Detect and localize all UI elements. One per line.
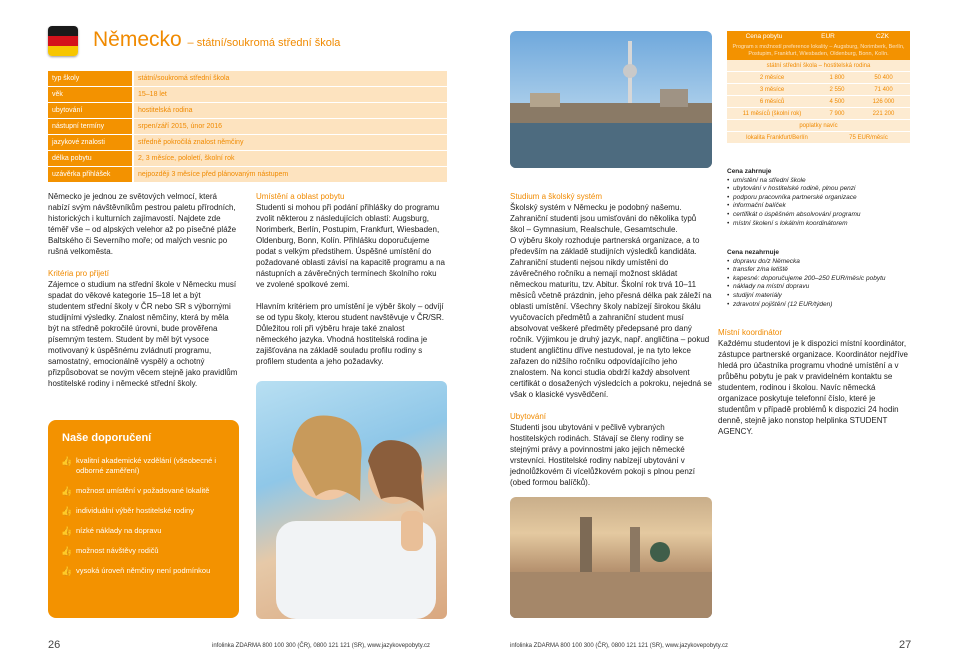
info-table — [48, 71, 447, 183]
info-row: ubytování hostitelská rodina — [48, 103, 447, 119]
column-2 — [256, 191, 447, 367]
criteria-heading: Kritéria pro přijetí — [48, 269, 109, 278]
munich-photo — [510, 497, 712, 618]
list-item: • zdravotní pojištění (12 EUR/týden) — [727, 301, 917, 310]
recommendation-item: 👍 individuální výběr hostitelské rodiny — [61, 506, 194, 516]
fees-label: poplatky navíc — [727, 120, 910, 132]
info-row: uzávěrka přihlášek nejpozději 3 měsíce před plánovaným nástupem — [48, 167, 447, 183]
coordinator-paragraph: Každému studentovi je k dispozici místní koordinátor, zástupce partnerské organizace. Koordinátor nejdříve hledá pro účastníka programu vhodné umístění a v průběhu pobytu je pak v pravidelném kontaktu se studentem, rodinou i školou. Navíc německá organizace poskytuje telefonní číslo, které je studentům v případě problémů k dispozici 24 hodin denně, stejně jako nonstop helplinka STUDENT AGENCY. — [718, 339, 908, 436]
location-heading: Umístění a oblast pobytu — [256, 192, 345, 201]
study-paragraph-2: O výběru školy rozhoduje partnerská organizace, a to především na základě studijních výsledků kandidáta. Zahraniční studenti nejsou nikdy umístěni do závěrečného ročníku a nemají možnost skládat německou maturitu, tzv. Abitur. Školní rok trvá 10–11 měsíců včetně prázdnin, jeho přesná délka pak záleží na oblasti umístění. Všechny školy nabízejí širokou škálu vyučovacích předmětů a zahraniční student musí absolvovat veškeré předměty předepsané pro daný ročník. Výjimkou je druhý jazyk, např. angličtina – pokud student angličtinu dříve nestudoval, je na tyto lekce zařazen do nižšího ročníku odpovídajícího jeho znalostem. Na konci studia obdrží každý absolvent certifikát o dosažených výsledcích a pokroku, nejedná se však o klasické vysvědčení. — [510, 236, 712, 399]
munich-cityscape-image — [510, 497, 712, 618]
recommendations-heading: Naše doporučení — [62, 432, 152, 444]
thumbs-up-icon: 👍 — [61, 506, 73, 516]
column-3 — [510, 191, 712, 488]
list-item: • transfer z/na letiště — [727, 266, 917, 275]
included-heading: Cena zahrnuje — [727, 168, 772, 175]
page-title: Německo – státní/soukromá střední škola — [93, 28, 341, 51]
info-row: jazykové znalosti středně pokročilá znalost němčiny — [48, 135, 447, 151]
list-item: • kapesné: doporučujeme 200–250 EUR/měsíc pobytu — [727, 275, 917, 284]
accommodation-heading: Ubytování — [510, 412, 547, 421]
berlin-photo — [510, 31, 712, 168]
criteria-paragraph: Zájemce o studium na střední škole v Německu musí spadat do věkové kategorie 15–18 let a být studentem střední školy v ČR nebo SR s výbornými studijními výsledky. Znalost němčiny, která by měla být na středně pokročilé úrovni, bude prověřena písemným testem. Student by měl být vysoce motivovaný k úspěšnému zvládnutí programu, samostatný, emocionálně vyspělý a ochotný přizpůsobovat se novým věcem stejně jako pravidlům hostitelské rodiny i německé střední školy. — [48, 280, 238, 388]
list-item: • studijní materiály — [727, 292, 917, 301]
footer-hotline-left: infolinka ZDARMA 800 100 300 (ČR), 0800 121 121 (SR), www.jazykovepobyty.cz — [212, 643, 430, 649]
price-section-label: státní střední škola – hostitelská rodina — [727, 60, 910, 72]
recommendation-item: 👍 kvalitní akademické vzdělání (všeobecné i odborné zaměření) — [61, 456, 217, 475]
germany-flag-icon — [48, 26, 78, 56]
info-row: délka pobytu 2, 3 měsíce, pololetí, školní rok — [48, 151, 447, 167]
berlin-skyline-image — [510, 31, 712, 168]
thumbs-up-icon: 👍 — [61, 456, 73, 466]
page-number-right: 27 — [899, 639, 912, 651]
study-paragraph-1: Školský systém v Německu je podobný našemu. Zahraniční studenti jsou umisťováni do několika typů škol – Gymnasium, Realschule, Gesamtschule. — [510, 203, 697, 234]
students-photo-image — [256, 381, 447, 619]
study-heading: Studium a školský systém — [510, 192, 603, 201]
footer-hotline-right: infolinka ZDARMA 800 100 300 (ČR), 0800 121 121 (SR), www.jazykovepobyty.cz — [510, 643, 728, 649]
excluded-heading: Cena nezahrnuje — [727, 249, 780, 256]
price-header: Cena pobytu EUR CZK — [727, 31, 910, 42]
recommendation-item: 👍 vysoká úroveň němčiny není podmínkou — [61, 566, 211, 576]
fee-row: lokalita Frankfurt/Berlín 75 EUR/měsíc — [727, 132, 910, 144]
location-paragraph: Studenti si mohou při podání přihlášky do programu zvolit některou z následujících oblastí: Augsburg, Norimberk, Berlín, Postupim, Frankfurt, Wiesbaden, Oldenburg, Bonn, Kolín. Přihlášku doporučujeme podat s velkým předstihem. Úspěšné umístění do požadované oblasti závisí na kapacitě programu a na nástupních a závěrečných termínech školního roku ve zvolené spolkové zemi. — [256, 203, 446, 289]
thumbs-up-icon: 👍 — [61, 486, 73, 496]
list-item: • místní školení s lokálním koordinátorem — [727, 220, 917, 229]
thumbs-up-icon: 👍 — [61, 566, 73, 576]
list-item: • umístění na střední škole — [727, 177, 917, 186]
list-item: • certifikát o úspěšném absolvování programu — [727, 211, 917, 220]
recommendation-item: 👍 možnost návštěvy rodičů — [61, 546, 159, 556]
list-item: • ubytování v hostitelské rodině, plnou penzi — [727, 185, 917, 194]
list-item: • podporu pracovníka partnerské organizace — [727, 194, 917, 203]
column-1 — [48, 191, 239, 389]
price-table — [727, 31, 910, 144]
recommendation-item: 👍 možnost umístění v požadované lokalitě — [61, 486, 210, 496]
list-item: • informační balíček — [727, 202, 917, 211]
price-row: 11 měsíců (školní rok) 7 900 221 200 — [727, 108, 910, 120]
placement-paragraph: Hlavním kritériem pro umístění je výběr školy – odvíjí se od typu školy, kterou student navštěvuje v ČR/SR. Důležitou roli při výběru hraje také znalost německého jazyka. Vhodná hostitelská rodina je zajišťována na základě souladu profilu rodiny s profilem studenta a jeho požadavky. — [256, 302, 444, 366]
thumbs-up-icon: 👍 — [61, 546, 73, 556]
recommendation-item: 👍 nízké náklady na dopravu — [61, 526, 162, 536]
included-list — [727, 168, 917, 228]
coordinator-heading: Místní koordinátor — [718, 328, 783, 337]
coordinator-section — [718, 327, 913, 437]
excluded-list — [727, 249, 917, 309]
price-row: 2 měsíce 1 800 50 400 — [727, 72, 910, 84]
info-row: typ školy státní/soukromá střední škola — [48, 71, 447, 87]
students-photo — [256, 381, 447, 619]
price-row: 3 měsíce 2 550 71 400 — [727, 84, 910, 96]
page-subtitle: – státní/soukromá střední škola — [187, 37, 341, 49]
price-note: Program s možností preference lokality – Augsburg, Norimberk, Berlín, Postupim, Frankfurt, Wiesbaden, Oldenburg, Bonn, Kolín. — [727, 42, 910, 60]
info-row: nástupní termíny srpen/září 2015, únor 2016 — [48, 119, 447, 135]
accommodation-paragraph: Studenti jsou ubytováni v pečlivě vybraných hostitelských rodinách. Stávají se členy rodiny se stejnými právy a povinnostmi jako jejich německé vrstevníci. Hostitelské rodiny nabízejí ubytování v jednolůžkovém či vícelůžkovém pokoji s plnou penzí (obed formou balíčků). — [510, 423, 695, 487]
price-row: 6 měsíců 4 500 126 000 — [727, 96, 910, 108]
info-row: věk 15–18 let — [48, 87, 447, 103]
recommendations-box — [48, 420, 239, 618]
intro-paragraph: Německo je jednou ze světových velmocí, která nabízí svým návštěvníkům pestrou paletu přírodních, historických i kulturních zajímavostí. Najdete zde téměř vše – od alpských velehor až po písečné pláže Baltského či Severního moře; od malých vesnic po rušná velkoměsta. — [48, 192, 237, 256]
page-number-left: 26 — [48, 639, 61, 651]
thumbs-up-icon: 👍 — [61, 526, 73, 536]
list-item: • dopravu do/z Německa — [727, 258, 917, 267]
list-item: • náklady na místní dopravu — [727, 283, 917, 292]
